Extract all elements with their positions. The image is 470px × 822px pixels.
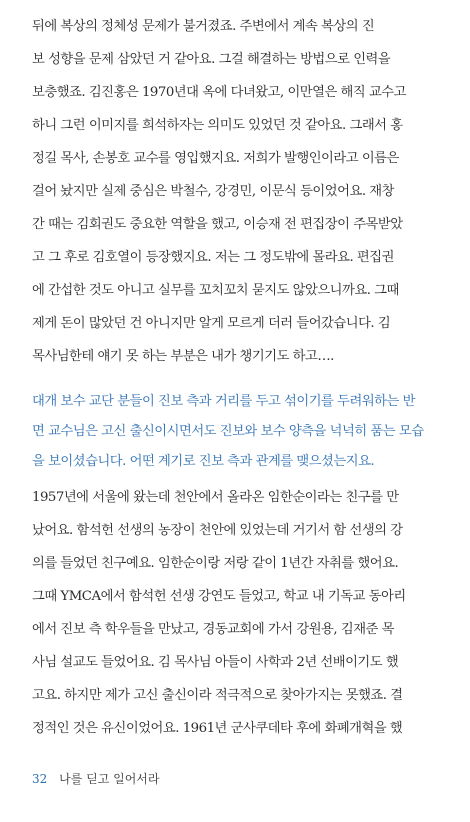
question-line: 면 교수님은 고신 출신이시면서도 진보와 보수 양측을 넉넉히 품는 모습 — [32, 424, 424, 439]
text-line: 걸어 놨지만 실제 중심은 박철수, 강경민, 이문식 등이었어요. 재창 — [32, 184, 394, 199]
page-number: 32 — [32, 772, 48, 786]
text-line: 보 성향을 문제 삼았던 거 같아요. 그걸 해결하는 방법으로 인력을 — [32, 52, 391, 67]
running-title: 나를 딛고 일어서라 — [59, 772, 160, 786]
text-line: 사님 설교도 들었어요. 김 목사님 아들이 사학과 2년 선배이기도 했 — [32, 655, 399, 670]
text-line: 제게 돈이 많았던 건 아니지만 알게 모르게 더러 들어갔습니다. 김 — [32, 316, 391, 331]
text-line: 고요. 하지만 제가 고신 출신이라 적극적으로 찾아가지는 못했죠. 결 — [32, 688, 403, 703]
text-line: 하니 그런 이미지를 희석하자는 의미도 있었던 것 같아요. 그래서 홍 — [32, 118, 403, 133]
text-line: 에서 진보 측 학우들을 만났고, 경동교회에 가서 강원용, 김재준 목 — [32, 622, 394, 637]
text-line: 그때 YMCA에서 함석헌 선생 강연도 들었고, 학교 내 기독교 동아리 — [32, 589, 406, 604]
text-line: 정길 목사, 손봉호 교수를 영입했지요. 저희가 발행인이라고 이름은 — [32, 151, 399, 166]
page-footer — [32, 770, 159, 787]
text-line: 에 간섭한 것도 아니고 실무를 꼬치꼬치 묻지도 않았으니까요. 그때 — [32, 283, 399, 298]
text-line: 보충했죠. 김진홍은 1970년대 옥에 다녀왔고, 이만열은 해직 교수고 — [32, 85, 406, 100]
text-line: 의를 들었던 친구예요. 임한순이랑 저랑 같이 1년간 자취를 했어요. — [32, 556, 399, 571]
answer-paragraph-1 — [32, 10, 442, 373]
text-line: 고 그 후로 김호열이 등장했지요. 저는 그 정도밖에 몰라요. 편집권 — [32, 250, 394, 265]
answer-paragraph-2 — [32, 481, 442, 745]
text-line: 뒤에 복상의 정체성 문제가 불거졌죠. 주변에서 계속 복상의 진 — [32, 19, 375, 34]
text-line: 간 때는 김회권도 중요한 역할을 했고, 이승재 전 편집장이 주목받았 — [32, 217, 403, 232]
text-line: 정적인 것은 유신이었어요. 1961년 군사쿠데타 후에 화폐개혁을 했 — [32, 721, 403, 736]
question-line: 을 보이셨습니다. 어떤 계기로 진보 측과 관계를 맺으셨는지요. — [32, 454, 375, 469]
text-line: 났어요. 함석헌 선생의 농장이 천안에 있었는데 거기서 함 선생의 강 — [32, 523, 403, 538]
text-line: 1957년에 서울에 왔는데 천안에서 올라온 임한순이라는 친구를 만 — [32, 490, 399, 505]
text-line: 목사님한테 얘기 못 하는 부분은 내가 챙기기도 하고…. — [32, 349, 334, 364]
interviewer-question — [32, 387, 442, 477]
question-line: 대개 보수 교단 분들이 진보 측과 거리를 두고 섞이기를 두려워하는 반 — [32, 394, 415, 409]
